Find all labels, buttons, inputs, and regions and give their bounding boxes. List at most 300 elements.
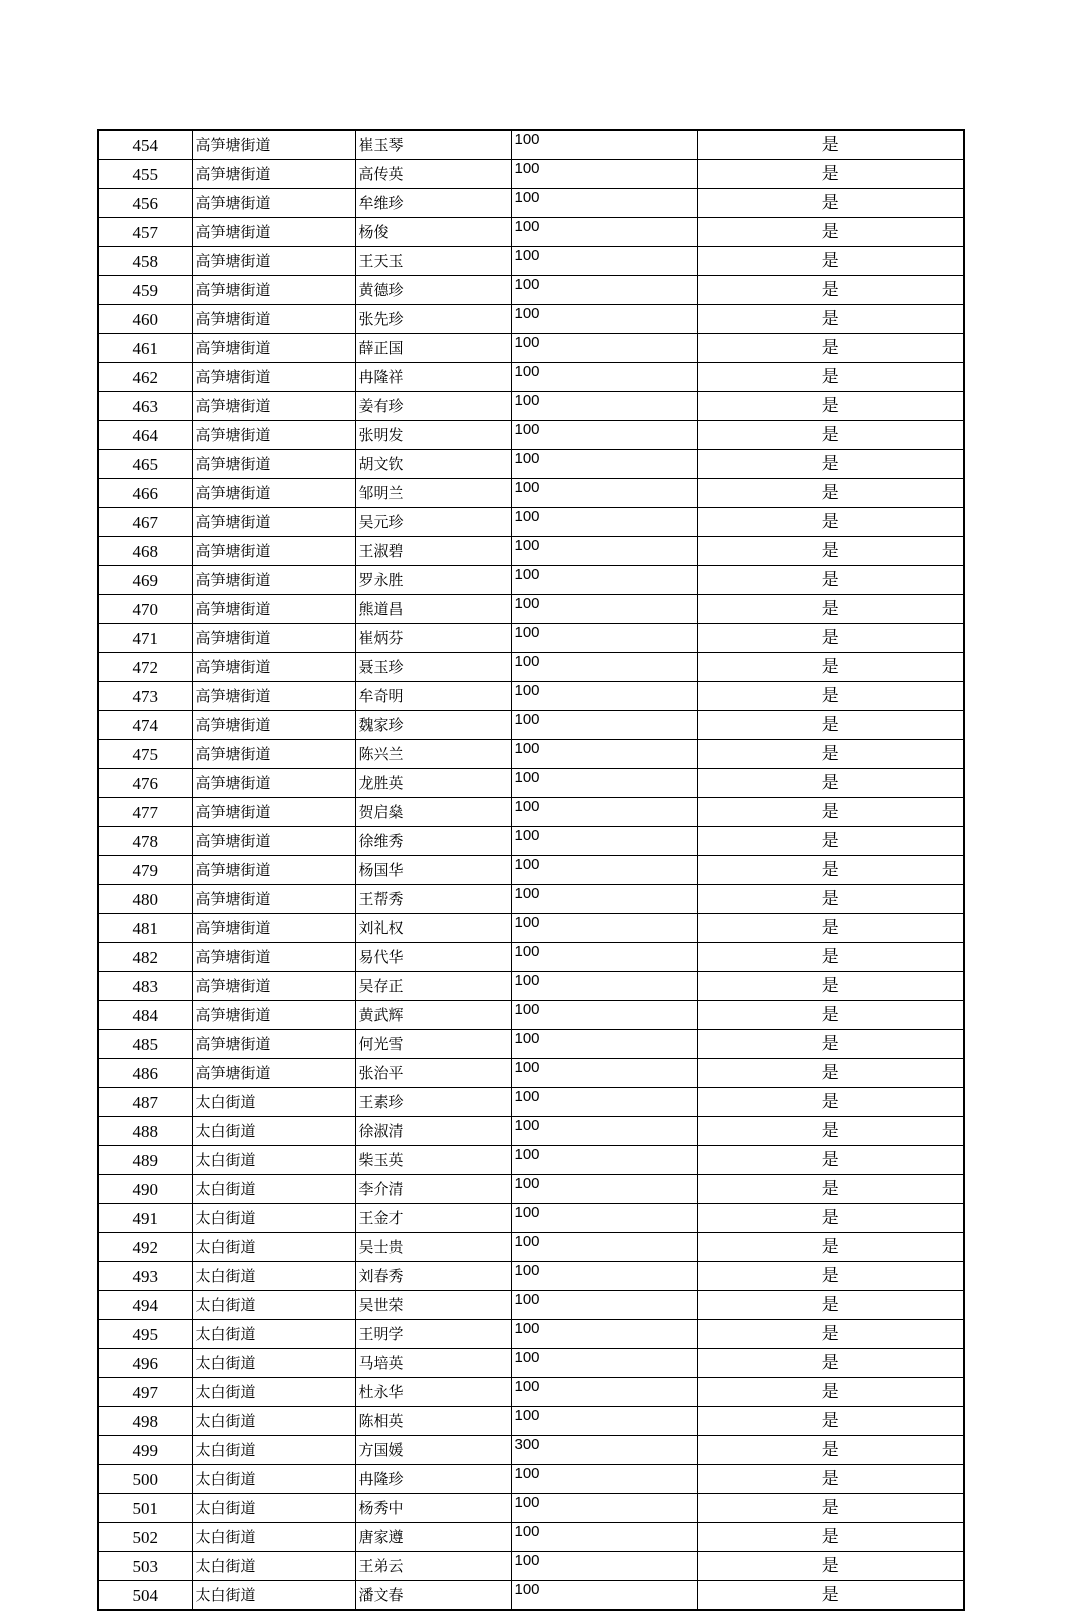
person-name-cell: 柴玉英 [355,1146,511,1175]
row-number-cell: 502 [98,1523,192,1552]
amount-cell: 100 [511,1407,697,1436]
amount-cell: 100 [511,537,697,566]
person-name-cell: 龙胜英 [355,769,511,798]
street-cell: 高笋塘街道 [192,798,355,827]
amount-cell: 100 [511,827,697,856]
table-row [98,1204,964,1233]
row-number-cell: 494 [98,1291,192,1320]
street-cell: 高笋塘街道 [192,276,355,305]
row-number-cell: 489 [98,1146,192,1175]
amount-cell: 100 [511,1494,697,1523]
amount-cell: 100 [511,334,697,363]
street-cell: 高笋塘街道 [192,334,355,363]
row-number-cell: 473 [98,682,192,711]
row-number-cell: 455 [98,160,192,189]
row-number-cell: 493 [98,1262,192,1291]
status-cell: 是 [697,1494,964,1523]
table-row [98,160,964,189]
table-row [98,827,964,856]
row-number-cell: 495 [98,1320,192,1349]
table-row [98,1552,964,1581]
table-row [98,1465,964,1494]
table-row [98,1262,964,1291]
row-number-cell: 488 [98,1117,192,1146]
row-number-cell: 482 [98,943,192,972]
street-cell: 太白街道 [192,1320,355,1349]
status-cell: 是 [697,392,964,421]
amount-cell: 100 [511,711,697,740]
status-cell: 是 [697,1407,964,1436]
street-cell: 太白街道 [192,1552,355,1581]
person-name-cell: 吴世荣 [355,1291,511,1320]
status-cell: 是 [697,1233,964,1262]
status-cell: 是 [697,769,964,798]
amount-cell: 100 [511,1349,697,1378]
table-row [98,798,964,827]
person-name-cell: 贺启燊 [355,798,511,827]
street-cell: 太白街道 [192,1088,355,1117]
table-row [98,1523,964,1552]
amount-cell: 100 [511,595,697,624]
amount-cell: 100 [511,1320,697,1349]
amount-cell: 100 [511,305,697,334]
person-name-cell: 黄德珍 [355,276,511,305]
row-number-cell: 500 [98,1465,192,1494]
status-cell: 是 [697,1117,964,1146]
person-name-cell: 薛正国 [355,334,511,363]
row-number-cell: 461 [98,334,192,363]
table-row [98,624,964,653]
status-cell: 是 [697,305,964,334]
person-name-cell: 牟奇明 [355,682,511,711]
person-name-cell: 杨俊 [355,218,511,247]
person-name-cell: 姜有珍 [355,392,511,421]
status-cell: 是 [697,1552,964,1581]
person-name-cell: 魏家珍 [355,711,511,740]
street-cell: 太白街道 [192,1436,355,1465]
status-cell: 是 [697,711,964,740]
row-number-cell: 479 [98,856,192,885]
status-cell: 是 [697,653,964,682]
table-row [98,276,964,305]
status-cell: 是 [697,1436,964,1465]
row-number-cell: 497 [98,1378,192,1407]
street-cell: 高笋塘街道 [192,740,355,769]
street-cell: 高笋塘街道 [192,885,355,914]
row-number-cell: 464 [98,421,192,450]
status-cell: 是 [697,595,964,624]
amount-cell: 100 [511,972,697,1001]
row-number-cell: 475 [98,740,192,769]
row-number-cell: 487 [98,1088,192,1117]
person-name-cell: 王天玉 [355,247,511,276]
person-name-cell: 熊道昌 [355,595,511,624]
person-name-cell: 崔炳芬 [355,624,511,653]
street-cell: 太白街道 [192,1146,355,1175]
table-row [98,1175,964,1204]
status-cell: 是 [697,1204,964,1233]
amount-cell: 100 [511,943,697,972]
status-cell: 是 [697,421,964,450]
street-cell: 太白街道 [192,1262,355,1291]
person-name-cell: 杨秀中 [355,1494,511,1523]
street-cell: 高笋塘街道 [192,130,355,160]
status-cell: 是 [697,682,964,711]
amount-cell: 100 [511,1204,697,1233]
table-row [98,1233,964,1262]
person-name-cell: 王金才 [355,1204,511,1233]
row-number-cell: 460 [98,305,192,334]
table-row [98,1001,964,1030]
street-cell: 太白街道 [192,1117,355,1146]
street-cell: 高笋塘街道 [192,537,355,566]
person-name-cell: 邹明兰 [355,479,511,508]
street-cell: 高笋塘街道 [192,247,355,276]
amount-cell: 100 [511,247,697,276]
row-number-cell: 504 [98,1581,192,1611]
person-name-cell: 张明发 [355,421,511,450]
row-number-cell: 466 [98,479,192,508]
table-row [98,595,964,624]
row-number-cell: 484 [98,1001,192,1030]
amount-cell: 100 [511,218,697,247]
row-number-cell: 467 [98,508,192,537]
table-row [98,1407,964,1436]
row-number-cell: 456 [98,189,192,218]
status-cell: 是 [697,1465,964,1494]
table-row [98,1088,964,1117]
row-number-cell: 503 [98,1552,192,1581]
row-number-cell: 501 [98,1494,192,1523]
row-number-cell: 490 [98,1175,192,1204]
status-cell: 是 [697,624,964,653]
street-cell: 高笋塘街道 [192,827,355,856]
street-cell: 高笋塘街道 [192,508,355,537]
amount-cell: 100 [511,1291,697,1320]
status-cell: 是 [697,189,964,218]
person-name-cell: 高传英 [355,160,511,189]
row-number-cell: 463 [98,392,192,421]
status-cell: 是 [697,1320,964,1349]
person-name-cell: 胡文钦 [355,450,511,479]
status-cell: 是 [697,1030,964,1059]
table-row [98,914,964,943]
amount-cell: 100 [511,856,697,885]
row-number-cell: 498 [98,1407,192,1436]
amount-cell: 100 [511,1117,697,1146]
status-cell: 是 [697,885,964,914]
person-name-cell: 冉隆祥 [355,363,511,392]
table-row [98,653,964,682]
street-cell: 高笋塘街道 [192,653,355,682]
status-cell: 是 [697,798,964,827]
table-row [98,682,964,711]
table-row [98,1494,964,1523]
street-cell: 太白街道 [192,1349,355,1378]
table-row [98,885,964,914]
street-cell: 高笋塘街道 [192,479,355,508]
amount-cell: 100 [511,276,697,305]
person-name-cell: 吴元珍 [355,508,511,537]
person-name-cell: 王素珍 [355,1088,511,1117]
row-number-cell: 472 [98,653,192,682]
table-row [98,1117,964,1146]
amount-cell: 100 [511,363,697,392]
table-row [98,972,964,1001]
row-number-cell: 499 [98,1436,192,1465]
amount-cell: 100 [511,740,697,769]
person-name-cell: 崔玉琴 [355,130,511,160]
person-name-cell: 马培英 [355,1349,511,1378]
status-cell: 是 [697,1349,964,1378]
amount-cell: 100 [511,160,697,189]
amount-cell: 100 [511,914,697,943]
row-number-cell: 462 [98,363,192,392]
row-number-cell: 459 [98,276,192,305]
amount-cell: 100 [511,624,697,653]
amount-cell: 100 [511,189,697,218]
row-number-cell: 454 [98,130,192,160]
street-cell: 太白街道 [192,1465,355,1494]
street-cell: 高笋塘街道 [192,218,355,247]
street-cell: 高笋塘街道 [192,711,355,740]
street-cell: 高笋塘街道 [192,914,355,943]
street-cell: 高笋塘街道 [192,595,355,624]
status-cell: 是 [697,276,964,305]
row-number-cell: 496 [98,1349,192,1378]
person-name-cell: 牟维珍 [355,189,511,218]
status-cell: 是 [697,508,964,537]
person-name-cell: 陈相英 [355,1407,511,1436]
street-cell: 高笋塘街道 [192,1030,355,1059]
amount-cell: 100 [511,421,697,450]
status-cell: 是 [697,1291,964,1320]
street-cell: 高笋塘街道 [192,1059,355,1088]
amount-cell: 100 [511,508,697,537]
person-name-cell: 吴存正 [355,972,511,1001]
status-cell: 是 [697,943,964,972]
person-name-cell: 王帮秀 [355,885,511,914]
table-row [98,769,964,798]
amount-cell: 100 [511,653,697,682]
table-row [98,479,964,508]
table-row [98,363,964,392]
amount-cell: 100 [511,1175,697,1204]
person-name-cell: 黄武辉 [355,1001,511,1030]
person-name-cell: 何光雪 [355,1030,511,1059]
row-number-cell: 469 [98,566,192,595]
status-cell: 是 [697,856,964,885]
row-number-cell: 485 [98,1030,192,1059]
person-name-cell: 易代华 [355,943,511,972]
amount-cell: 100 [511,769,697,798]
street-cell: 高笋塘街道 [192,769,355,798]
row-number-cell: 480 [98,885,192,914]
amount-cell: 100 [511,1262,697,1291]
street-cell: 高笋塘街道 [192,363,355,392]
row-number-cell: 471 [98,624,192,653]
street-cell: 高笋塘街道 [192,1001,355,1030]
amount-cell: 100 [511,798,697,827]
status-cell: 是 [697,247,964,276]
table-body [98,130,964,1610]
amount-cell: 100 [511,1146,697,1175]
row-number-cell: 457 [98,218,192,247]
status-cell: 是 [697,1523,964,1552]
table-row [98,711,964,740]
row-number-cell: 470 [98,595,192,624]
amount-cell: 100 [511,885,697,914]
status-cell: 是 [697,566,964,595]
street-cell: 高笋塘街道 [192,682,355,711]
person-name-cell: 王明学 [355,1320,511,1349]
row-number-cell: 477 [98,798,192,827]
person-name-cell: 潘文春 [355,1581,511,1611]
amount-cell: 100 [511,1088,697,1117]
amount-cell: 100 [511,1465,697,1494]
status-cell: 是 [697,1146,964,1175]
street-cell: 高笋塘街道 [192,972,355,1001]
street-cell: 高笋塘街道 [192,421,355,450]
amount-cell: 100 [511,1378,697,1407]
table-row [98,856,964,885]
street-cell: 高笋塘街道 [192,305,355,334]
street-cell: 太白街道 [192,1291,355,1320]
status-cell: 是 [697,130,964,160]
person-name-cell: 刘春秀 [355,1262,511,1291]
street-cell: 太白街道 [192,1494,355,1523]
status-cell: 是 [697,450,964,479]
status-cell: 是 [697,1175,964,1204]
person-name-cell: 李介清 [355,1175,511,1204]
status-cell: 是 [697,914,964,943]
person-name-cell: 陈兴兰 [355,740,511,769]
person-name-cell: 张先珍 [355,305,511,334]
street-cell: 太白街道 [192,1204,355,1233]
street-cell: 太白街道 [192,1523,355,1552]
data-table [97,129,965,1611]
row-number-cell: 483 [98,972,192,1001]
table-row [98,1146,964,1175]
street-cell: 高笋塘街道 [192,392,355,421]
amount-cell: 100 [511,392,697,421]
table-row [98,1378,964,1407]
person-name-cell: 杜永华 [355,1378,511,1407]
row-number-cell: 478 [98,827,192,856]
street-cell: 高笋塘街道 [192,189,355,218]
amount-cell: 100 [511,450,697,479]
person-name-cell: 徐淑清 [355,1117,511,1146]
table-row [98,1291,964,1320]
person-name-cell: 王弟云 [355,1552,511,1581]
status-cell: 是 [697,1378,964,1407]
table-row [98,943,964,972]
row-number-cell: 491 [98,1204,192,1233]
street-cell: 太白街道 [192,1581,355,1611]
table-row [98,1320,964,1349]
street-cell: 太白街道 [192,1378,355,1407]
row-number-cell: 481 [98,914,192,943]
table-row [98,1436,964,1465]
table-row [98,537,964,566]
status-cell: 是 [697,1059,964,1088]
table-row [98,130,964,160]
person-name-cell: 张治平 [355,1059,511,1088]
person-name-cell: 徐维秀 [355,827,511,856]
row-number-cell: 458 [98,247,192,276]
table-row [98,508,964,537]
person-name-cell: 杨国华 [355,856,511,885]
street-cell: 高笋塘街道 [192,160,355,189]
street-cell: 太白街道 [192,1175,355,1204]
table-row [98,305,964,334]
table-row [98,1349,964,1378]
status-cell: 是 [697,1088,964,1117]
person-name-cell: 罗永胜 [355,566,511,595]
amount-cell: 300 [511,1436,697,1465]
table-row [98,740,964,769]
person-name-cell: 方国媛 [355,1436,511,1465]
person-name-cell: 王淑碧 [355,537,511,566]
row-number-cell: 486 [98,1059,192,1088]
table-row [98,1581,964,1611]
table-row [98,218,964,247]
table-row [98,450,964,479]
amount-cell: 100 [511,130,697,160]
table-row [98,392,964,421]
amount-cell: 100 [511,1001,697,1030]
person-name-cell: 吴士贵 [355,1233,511,1262]
amount-cell: 100 [511,1581,697,1611]
row-number-cell: 468 [98,537,192,566]
table-row [98,334,964,363]
status-cell: 是 [697,972,964,1001]
street-cell: 高笋塘街道 [192,624,355,653]
status-cell: 是 [697,740,964,769]
row-number-cell: 465 [98,450,192,479]
status-cell: 是 [697,1262,964,1291]
person-name-cell: 唐家遵 [355,1523,511,1552]
table-row [98,189,964,218]
amount-cell: 100 [511,1233,697,1262]
street-cell: 太白街道 [192,1407,355,1436]
status-cell: 是 [697,160,964,189]
person-name-cell: 刘礼权 [355,914,511,943]
table-row [98,1030,964,1059]
table-row [98,566,964,595]
status-cell: 是 [697,1001,964,1030]
status-cell: 是 [697,537,964,566]
street-cell: 高笋塘街道 [192,856,355,885]
street-cell: 高笋塘街道 [192,566,355,595]
amount-cell: 100 [511,1059,697,1088]
row-number-cell: 474 [98,711,192,740]
street-cell: 高笋塘街道 [192,943,355,972]
table-row [98,421,964,450]
status-cell: 是 [697,334,964,363]
amount-cell: 100 [511,1030,697,1059]
status-cell: 是 [697,1581,964,1611]
status-cell: 是 [697,827,964,856]
status-cell: 是 [697,218,964,247]
amount-cell: 100 [511,566,697,595]
table-row [98,247,964,276]
street-cell: 太白街道 [192,1233,355,1262]
amount-cell: 100 [511,479,697,508]
amount-cell: 100 [511,682,697,711]
amount-cell: 100 [511,1523,697,1552]
status-cell: 是 [697,479,964,508]
